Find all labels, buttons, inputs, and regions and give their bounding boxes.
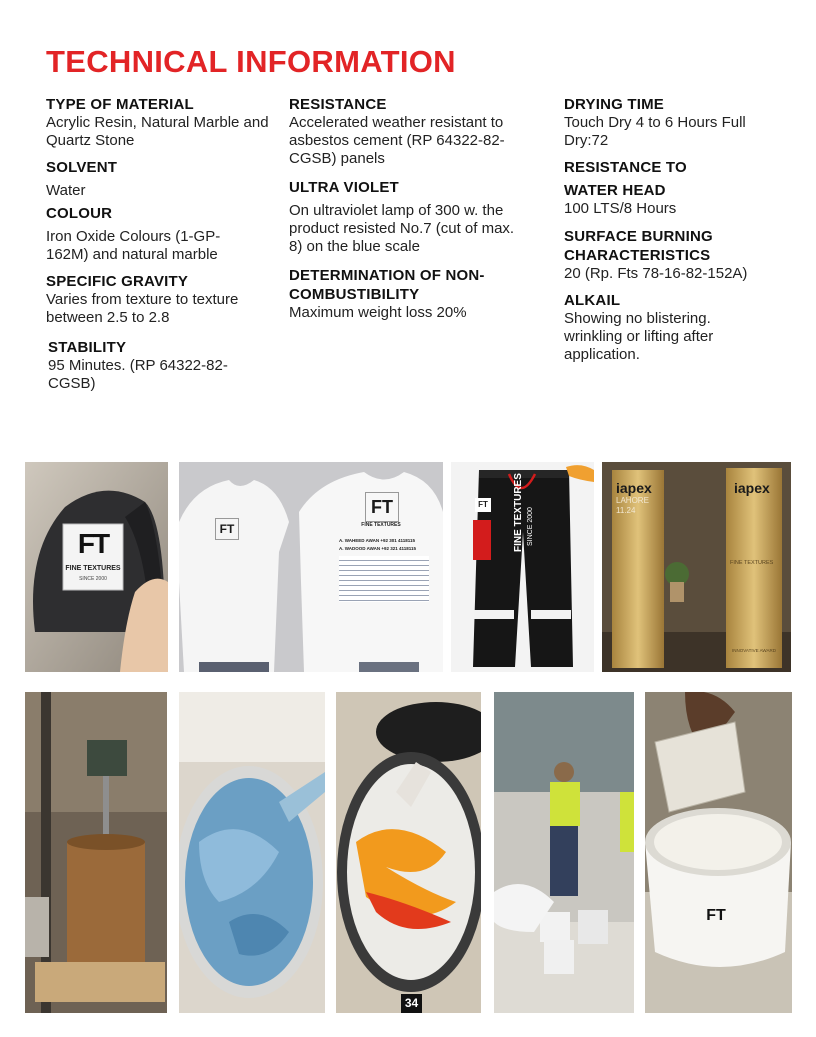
water-head-value: 100 LTS/8 Hours bbox=[564, 200, 677, 217]
left-column bbox=[46, 95, 276, 393]
tshirt-detail-lines bbox=[339, 556, 429, 602]
resistance-to-label: RESISTANCE TO bbox=[564, 159, 687, 176]
page-title: TECHNICAL INFORMATION bbox=[46, 44, 456, 79]
specific-gravity-value: Varies from texture to texture between 2.5 to 2.8 bbox=[46, 291, 239, 326]
award-left-city: LAHORE bbox=[616, 496, 649, 505]
tshirt-contact-1: A. WAHEED AWAN +92 301 4118115 bbox=[339, 538, 415, 543]
cap-since-text: SINCE 2000 bbox=[79, 576, 107, 582]
award-right-name: iapex bbox=[734, 480, 770, 496]
page-number: 34 bbox=[401, 994, 422, 1013]
bucket-logo-mark: FT bbox=[706, 907, 726, 924]
cap-photo bbox=[25, 462, 168, 672]
ultra-violet-label: ULTRA VIOLET bbox=[289, 179, 399, 196]
surface-burning-label: SURFACE BURNING CHARACTERISTICS bbox=[564, 228, 713, 264]
solvent-label: SOLVENT bbox=[46, 159, 118, 176]
cap-brand-text: FINE TEXTURES bbox=[65, 565, 121, 572]
trousers-photo bbox=[451, 462, 594, 672]
mixer-machine-photo bbox=[25, 692, 167, 1013]
trousers-since-text: SINCE 2000 bbox=[527, 507, 534, 546]
type-of-material-value: Acrylic Resin, Natural Marble and Quartz Stone bbox=[46, 114, 269, 149]
award-right-caption: INNOVATIVE AWARD bbox=[732, 648, 777, 653]
solvent-value: Water bbox=[46, 182, 86, 199]
colour-label: COLOUR bbox=[46, 205, 113, 222]
awards-photo bbox=[602, 462, 791, 672]
middle-column bbox=[289, 95, 524, 322]
water-head-label: WATER HEAD bbox=[564, 182, 666, 199]
ultra-violet-value: On ultraviolet lamp of 300 w. the product resisted No.7 (cut of max. 8) on the blue scale bbox=[289, 202, 515, 255]
drying-time-value: Touch Dry 4 to 6 Hours Full Dry:72 bbox=[564, 114, 746, 149]
stability-value: 95 Minutes. (RP 64322-82-CGSB) bbox=[48, 357, 228, 392]
drying-time-label: DRYING TIME bbox=[564, 96, 664, 113]
award-right-brand: FINE TEXTURES bbox=[730, 560, 774, 566]
award-left-year: 11.24 bbox=[616, 506, 636, 515]
alkail-label: ALKAIL bbox=[564, 292, 621, 309]
award-left-name: iapex bbox=[616, 480, 652, 496]
stability-label: STABILITY bbox=[48, 339, 127, 356]
colour-value: Iron Oxide Colours (1-GP-162M) and natural marble bbox=[46, 228, 221, 263]
color-swirl-photo bbox=[336, 692, 481, 1013]
workers-photo bbox=[494, 692, 634, 1013]
tshirt-back-brand: FINE TEXTURES bbox=[361, 522, 401, 528]
resistance-label: RESISTANCE bbox=[289, 96, 387, 113]
non-combustibility-value: Maximum weight loss 20% bbox=[289, 304, 467, 321]
alkail-value: Showing no blistering. wrinkling or lifting after application. bbox=[564, 310, 714, 363]
trousers-logo-mark: FT bbox=[475, 498, 491, 512]
non-combustibility-label: DETERMINATION OF NON-COMBUSTIBILITY bbox=[289, 267, 485, 303]
trousers-brand-text: FINE TEXTURES bbox=[513, 473, 524, 552]
blue-paint-photo bbox=[179, 692, 325, 1013]
cap-logo-mark: FT bbox=[77, 528, 109, 559]
tshirt-chest-logo: FT bbox=[215, 518, 239, 540]
type-of-material-label: TYPE OF MATERIAL bbox=[46, 96, 194, 113]
surface-burning-value: 20 (Rp. Fts 78-16-82-152A) bbox=[564, 265, 748, 282]
resistance-value: Accelerated weather resistant to asbestos cement (RP 64322-82-CGSB) panels bbox=[289, 114, 505, 167]
bucket-scraper-photo bbox=[645, 692, 792, 1013]
tshirt-contact-2: A. WADOOD AWAN +92 321 4118115 bbox=[339, 546, 416, 551]
tshirt-photo bbox=[179, 462, 443, 672]
tshirt-back-logo: FT bbox=[365, 492, 399, 522]
specific-gravity-label: SPECIFIC GRAVITY bbox=[46, 273, 189, 290]
right-column bbox=[564, 95, 784, 364]
